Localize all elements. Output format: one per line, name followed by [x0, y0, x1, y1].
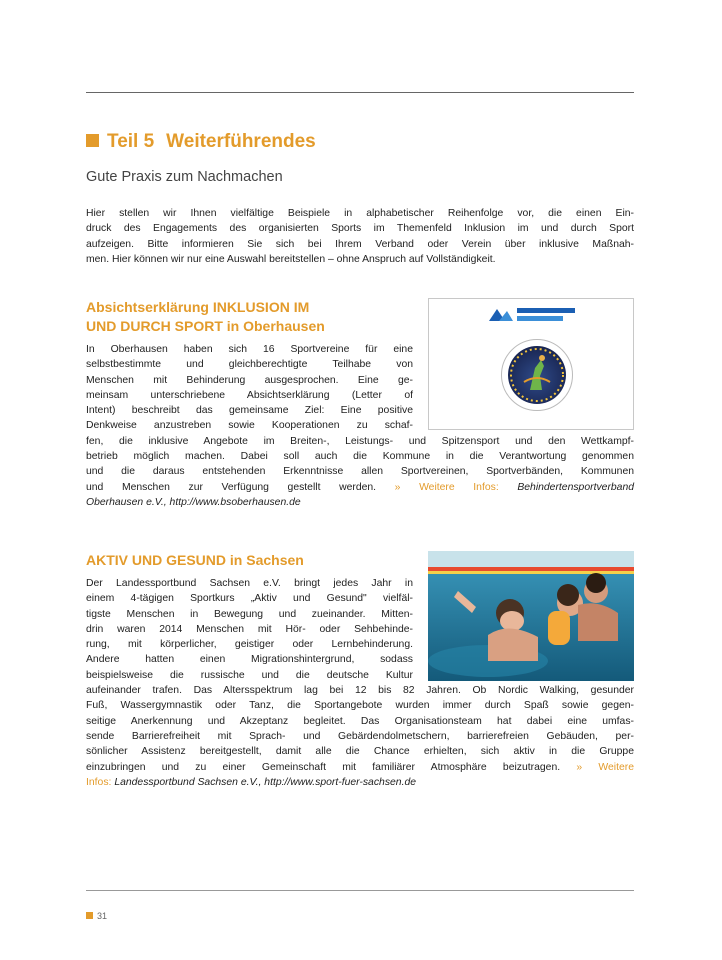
section2-line: tigste Menschen in Bewegung und zueinander. Mitten- [86, 608, 413, 620]
intro-line: men. Hier können wir nur eine Auswahl bereitstellen – ohne Anspruch auf Vollständigkeit. [86, 253, 496, 265]
section1-body [86, 342, 634, 510]
section1-line: Denkweise anzustreben sowie Kooperationen zu schaf- [86, 420, 413, 432]
section1-title [86, 298, 325, 336]
section1-line: Intent) beschreibt das gemeinsame Ziel: Eine positive [86, 405, 413, 417]
bso-logo-mark [487, 305, 579, 325]
section2-title: AKTIV UND GESUND in Sachsen [86, 552, 304, 568]
section1-line: meinsam unterschriebene Absichtserklärung (Letter of [86, 389, 413, 401]
section2-line: seitige Anerkennung und Akzeptanz begleitet. Das Organisationsteam hat dabei eine umfas- [86, 715, 634, 727]
section1-line: selbstbestimmte und gleichberechtigte Teilhabe von [86, 359, 413, 371]
intro-paragraph [86, 206, 634, 267]
section1-line: fen, die inklusive Angebote im Breiten-, Leistungs- und Spitzensport und den Wettkampf- [86, 435, 634, 447]
section2-line: rung, mit körperlicher, geistiger oder Lernbehinderung. [86, 639, 413, 651]
section2-line: sende Barrierefreiheit mit Sprach- und Gebärdendolmetschern, barrierefreien Gebäuden, per- [86, 730, 634, 742]
part-title: Weiterführendes [166, 131, 316, 152]
section2-more-info-link[interactable]: » Weitere [576, 761, 635, 773]
section2-line-with-link [86, 760, 634, 775]
footer-square-icon [86, 912, 93, 919]
intro-line: aufzeigen. Bitte informieren Sie sich bei Ihrem Verband oder Verein über inklusive Maßnah- [86, 238, 634, 250]
section2-line: Andere hatten einen Migrationshintergrund, sodass [86, 654, 413, 666]
section1-line: betrieb möglich machen. Dabei soll auch die Kommune in die Verantwortung genommen [86, 451, 634, 463]
section1-source-url[interactable]: Oberhausen e.V., http://www.bsoberhausen.de [86, 496, 301, 508]
section2-last-text: einzubringen und zu einer Gemeinschaft mit familiärer Atmosphäre beizutragen. [86, 761, 561, 773]
section1-source-org: Behindertensportverband [517, 481, 635, 493]
section2-line: aufeinander trafen. Das Altersspektrum lag bei 12 bis 82 Jahren. Ob Nordic Walking, gesunder [86, 685, 634, 697]
section2-line: einem 4-tägigen Sportkurs „Aktiv und Gesund" vielfäl- [86, 593, 413, 605]
part-heading [86, 131, 316, 153]
section2-infos-label[interactable]: Infos: [86, 776, 112, 788]
page-number: 31 [97, 911, 108, 921]
section1-line: In Oberhausen haben sich 16 Sportvereine für eine [86, 344, 413, 355]
section1-line-with-link [86, 480, 634, 495]
intro-line: Hier stellen wir Ihnen vielfältige Beispiele in alphabetischer Reihenfolge vor, die einen Ein- [86, 208, 634, 219]
top-rule [86, 92, 634, 93]
section1-last-text: und Menschen zur Verfügung gestellt werden. [86, 481, 377, 493]
bottom-rule [86, 890, 634, 891]
section2-line: Der Landessportbund Sachsen e.V. bringt jedes Jahr in [86, 578, 413, 589]
section2-source-line [86, 775, 634, 790]
section2-line: sönlicher Assistenz bereitgestellt, damit alle die Chance erhielten, sich aktiv in die Gruppe [86, 746, 634, 758]
intro-line: druck des Engagements des organisierten Sports im Themenfeld Inklusion im und durch Sport [86, 223, 634, 235]
heading-square-icon [86, 134, 99, 147]
section2-line: Fuß, Wassergymnastik oder Tanz, die Sportangebote wurden immer durch Spaß sowie gegen- [86, 700, 634, 712]
section1-more-info-link[interactable]: » Weitere Infos: [394, 481, 499, 493]
section1-title-line: Absichtserklärung INKLUSION IM [86, 299, 310, 315]
page-subtitle: Gute Praxis zum Nachmachen [86, 169, 283, 185]
section2-line: drin waren 2014 Menschen mit Hör- oder Sehbehinde- [86, 623, 413, 635]
part-number: Teil 5 [107, 131, 155, 152]
section2-source-url[interactable]: Landessportbund Sachsen e.V., http://www.sport-fuer-sachsen.de [114, 776, 417, 788]
page-footer [86, 911, 107, 921]
section2-line: beispielsweise die russische und die deutsche Kultur [86, 669, 413, 681]
section1-title-line: UND DURCH SPORT in Oberhausen [86, 318, 325, 334]
section1-line: und die daraus entstehenden Erkenntnisse allen Sportvereinen, Sportverbänden, Kommunen [86, 466, 634, 478]
section2-body [86, 576, 634, 790]
section1-line: Menschen mit Behinderung ausgesprochen. Eine ge- [86, 374, 413, 386]
